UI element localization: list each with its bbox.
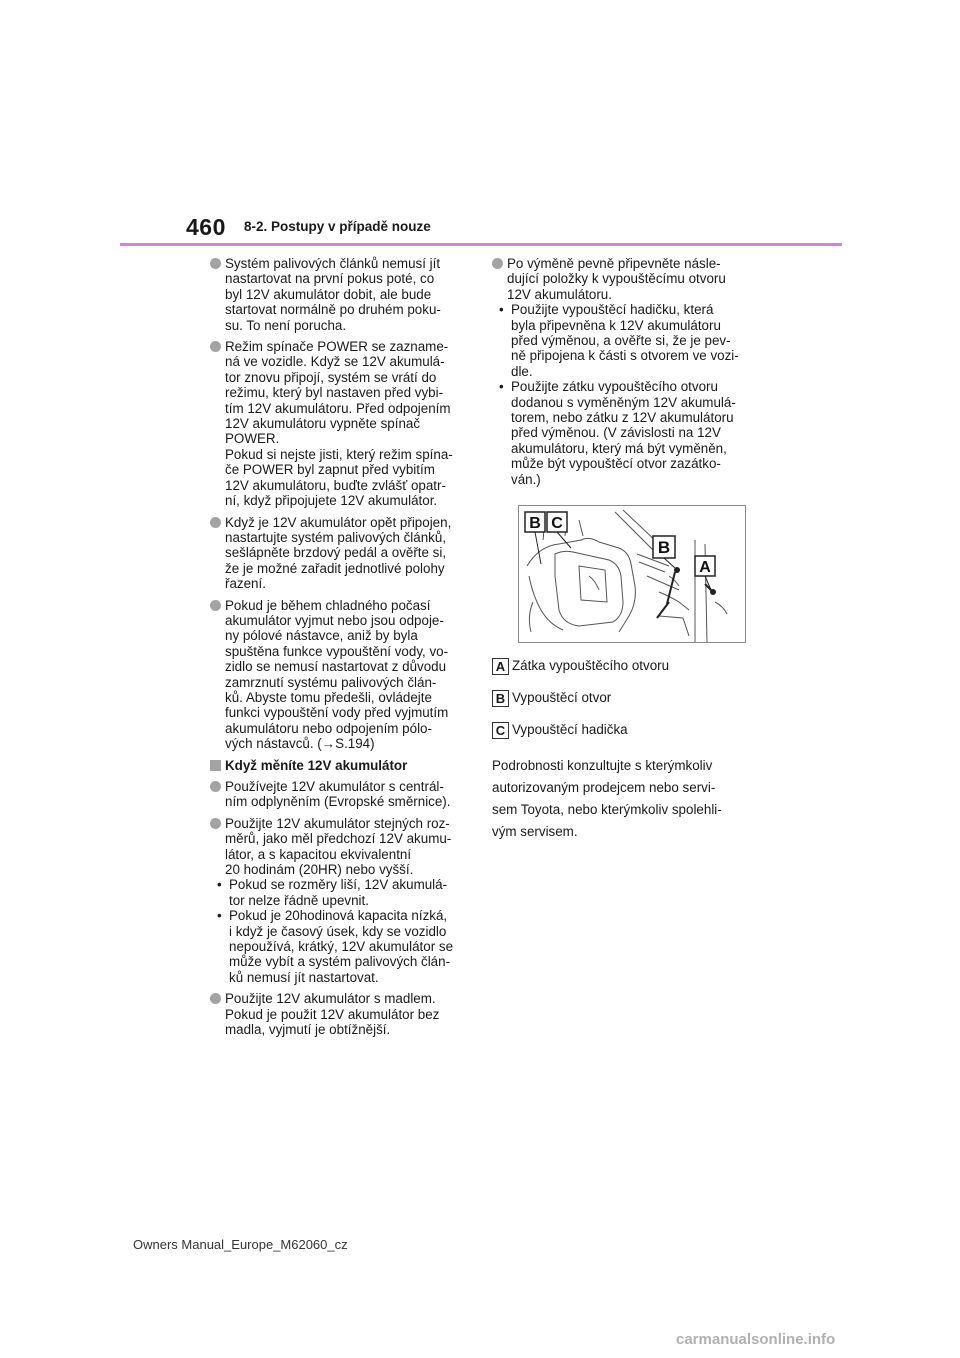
- callout-b: B: [657, 538, 671, 558]
- bullet-dot-icon: [210, 818, 221, 829]
- bullet-text: Režim spínače POWER se zazname- ná ve vozidle. Když se 12V akumulá- tor znovu připojí, systém se vrátí do režimu, který byl nastaven před vybi- tím 12V akumulátoru. Před odpojením 12V akumulátoru vypněte spínač POWER. Pokud si nejste jisti, který režim spína- če POWER byl zapnut před vybitím 12V akumulátoru, buďte zvlášť opatr- ní, když připojujete 12V akumulátor.: [225, 339, 453, 509]
- legend-item-a: [492, 657, 754, 675]
- sub-item: [210, 877, 472, 908]
- bullet-text: Systém palivových článků nemusí jít nastartovat na první pokus poté, co byl 12V akumulátor dobit, ale bude startovat normálně po druhém poku- su. To není porucha.: [225, 256, 441, 333]
- sub-bullet-marker: •: [217, 908, 222, 924]
- footer-manual-id: Owners Manual_Europe_M62060_cz: [133, 1237, 348, 1252]
- bullet-item: [492, 256, 754, 487]
- sub-item: [210, 908, 472, 985]
- bullet-dot-icon: [210, 258, 221, 269]
- watermark: carmanualsonline.info: [676, 1331, 836, 1348]
- sub-bullet-marker: •: [499, 302, 504, 318]
- bullet-dot-icon: [210, 517, 221, 528]
- sub-bullet-marker: •: [499, 379, 504, 395]
- callout-c: C: [551, 515, 563, 533]
- sub-item: [492, 379, 754, 487]
- bullet-dot-icon: [492, 258, 503, 269]
- bullet-dot-icon: [210, 993, 221, 1004]
- bullet-dot-icon: [210, 341, 221, 352]
- sub-item-text: Použijte zátku vypouštěcího otvoru dodanou s vyměněným 12V akumulá- torem, nebo zátku z 12V akumulátoru před výměnou. (V závislosti na 12V akumulátoru, který má být vyměněn, může být vypouštěcí otvor zazátko- ván.): [511, 379, 736, 487]
- subsection-heading-text: Když měníte 12V akumulátor: [225, 757, 408, 773]
- header-rule: [120, 243, 842, 246]
- bullet-text: Použijte 12V akumulátor stejných roz- měrů, jako měl předchozí 12V akumu- látor, a s kapacitou ekvivalentní 20 hodinám (20HR) nebo vyšší.: [225, 815, 452, 878]
- sub-item-text: Pokud je 20hodinová kapacita nízká, i když je časový úsek, kdy se vozidlo nepoužívá, krátký, 12V akumulátor se může vybít a systém palivových člán- ků nemusí jít nastartovat.: [229, 908, 454, 985]
- legend-key-a: A: [492, 658, 509, 675]
- bullet-item: [210, 515, 472, 592]
- sub-item: [492, 302, 754, 379]
- legend-text: Zátka vypouštěcího otvoru: [512, 658, 670, 674]
- bullet-item: [210, 598, 472, 752]
- left-column: [210, 256, 472, 1044]
- bullet-item: [210, 991, 472, 1037]
- right-column: [492, 256, 754, 843]
- square-bullet-icon: [210, 760, 221, 771]
- bullet-item: [210, 256, 472, 333]
- bullet-item: [210, 816, 472, 985]
- bullet-text: Když je 12V akumulátor opět připojen, nastartujte systém palivových článků, sešlápněte brzdový pedál a ověřte si, že je možné zařadit jednotlivé polohy řazení.: [225, 514, 452, 592]
- bullet-item: [210, 779, 472, 810]
- bullet-text: Použijte 12V akumulátor s madlem. Pokud je použit 12V akumulátor bez madla, vyjmutí je obtížnější.: [225, 991, 440, 1038]
- sub-bullet-marker: •: [217, 877, 222, 893]
- callout-b-top: B: [529, 515, 541, 533]
- dealer-info-paragraph: Podrobnosti konzultujte s kterýmkoliv autorizovaným prodejcem nebo servi- sem Toyota, nebo kterýmkoliv spolehli- vým servisem.: [492, 758, 722, 840]
- subsection-heading: [210, 758, 472, 773]
- battery-drain-drawing: [519, 506, 745, 642]
- sub-item-text: Pokud se rozměry liší, 12V akumulá- tor nelze řádně upevnit.: [229, 877, 448, 908]
- battery-drain-illustration: [518, 505, 746, 643]
- legend-item-b: [492, 689, 754, 707]
- legend-key-c: C: [492, 722, 509, 739]
- bullet-text: Používejte 12V akumulátor s centrál- ním odplyněním (Evropské směrnice).: [225, 779, 451, 810]
- bullet-dot-icon: [210, 781, 221, 792]
- legend-item-c: [492, 721, 754, 739]
- legend-text: Vypouštěcí otvor: [512, 690, 612, 706]
- bullet-dot-icon: [210, 600, 221, 611]
- callout-a: A: [699, 559, 711, 577]
- legend-text: Vypouštěcí hadička: [512, 722, 628, 738]
- page-number: 460: [186, 214, 226, 240]
- legend-key-b: B: [492, 690, 509, 707]
- bullet-text: Po výměně pevně připevněte násle- dující položky k vypouštěcímu otvoru 12V akumulátoru.: [507, 256, 726, 302]
- bullet-text: Pokud je během chladného počasí akumulátor vyjmut nebo jsou odpoje- ny pólové nástavce, aniž by byla spuštěna funkce vypouštění vody, vo- zidlo se nemusí nastartovat z důvodu zamrznutí systému palivových člán- ků. Abyste tomu předešli, ovládejte funkci vypouštění vody před vyjmutím akumulátoru nebo odpojením pólo- vých nástavců. (→S.194): [225, 597, 449, 752]
- bullet-item: [210, 339, 472, 508]
- sub-item-text: Použijte vypouštěcí hadičku, která byla připevněna k 12V akumulátoru před výměnou, a ověřte si, že je pev- ně připojena k části s otvorem ve vozi- dle.: [511, 302, 739, 379]
- section-title: 8-2. Postupy v případě nouze: [244, 219, 431, 234]
